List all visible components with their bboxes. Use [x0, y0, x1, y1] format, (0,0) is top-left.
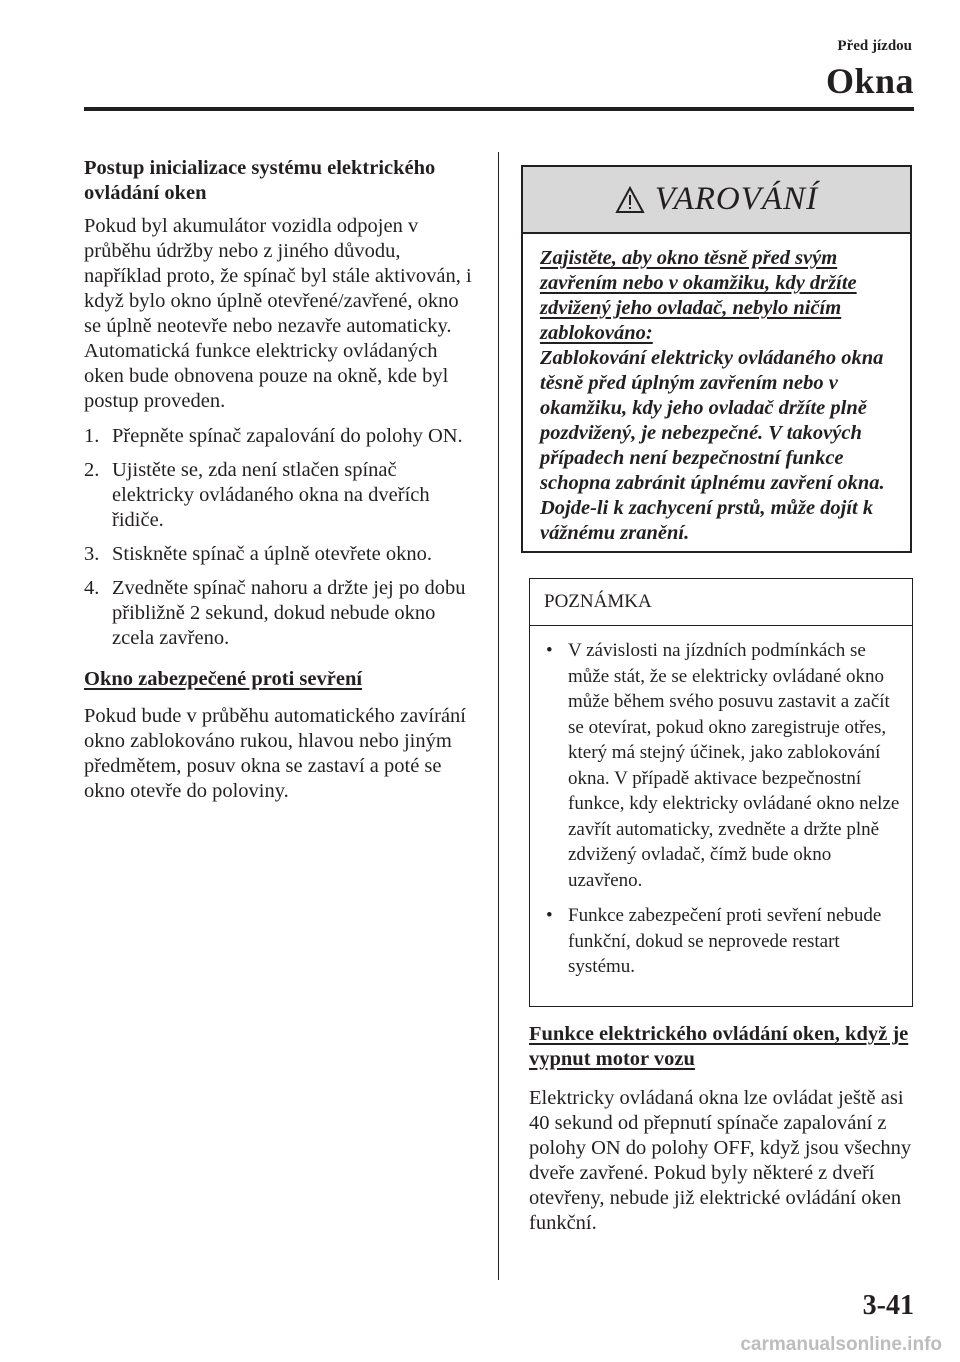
left-column	[84, 156, 480, 804]
note-title: POZNÁMKA	[530, 579, 912, 626]
page-title: Okna	[825, 61, 914, 101]
right-column-bottom	[529, 1022, 919, 1236]
list-item: 4. Zvedněte spínač nahoru a držte jej po dobu přibližně 2 sekund, dokud nebude okno zcela zavřeno.	[84, 577, 466, 649]
warning-triangle-icon	[615, 186, 645, 214]
list-item: 1. Přepněte spínač zapalování do polohy ON.	[84, 425, 463, 447]
warning-text: Zablokování elektricky ovládaného okna těsně před úplným zavřením nebo v okamžiku, kdy jeho ovladač držíte plně pozdvižený, je nebezpečné. V takových případech není bezpečnostní funkce schopna zabránit úplnému zavření okna. Dojde-li k zachycení prstů, může dojít k vážnému zranění.	[540, 347, 885, 544]
page-number: 3-41	[862, 1290, 914, 1321]
init-heading: Postup inicializace systému elektrického ovládání oken	[84, 157, 436, 204]
note-body	[530, 626, 912, 980]
engine-off-text: Elektricky ovládaná okna lze ovládat ještě asi 40 sekund od přepnutí spínače zapalování z polohy ON do polohy OFF, když jsou všechny dveře zavřené. Pokud byly některé z dveří otevřeny, nebude již elektrické ovládání oken funkční.	[529, 1087, 912, 1234]
init-intro-2: Automatická funkce elektricky ovládaných oken bude obnovena pouze na okně, kde byl postup proveden.	[84, 340, 449, 412]
anti-pinch-heading: Okno zabezpečené proti sevření	[84, 668, 363, 690]
bullet-icon: •	[546, 905, 553, 926]
header-rule	[84, 107, 914, 111]
section-label: Před jízdou	[837, 38, 912, 54]
list-item: 3. Stiskněte spínač a úplně otevřete okno.	[84, 543, 432, 565]
warning-body	[523, 234, 910, 546]
list-item: • V závislosti na jízdních podmínkách se může stát, že se elektricky ovládané okno může během svého posuvu zastavit a začít se otevírat, pokud okno zaregistruje otřes, který má stejný účinek, jako zablokování okna. V případě aktivace bezpečnostní funkce, kdy elektricky ovládané okno nelze zavřít automaticky, zvedněte a držte plně zdvižený ovladač, čímž bude okno uzavřeno.	[542, 638, 900, 893]
list-item: 2. Ujistěte se, zda není stlačen spínač elektricky ovládaného okna na dveřích řidiče.	[84, 459, 430, 531]
column-divider	[498, 152, 499, 1280]
warning-title: VAROVÁNÍ	[654, 181, 819, 217]
warning-header	[523, 167, 910, 234]
bullet-icon: •	[546, 640, 553, 661]
init-intro: Pokud byl akumulátor vozidla odpojen v průběhu údržby nebo z jiného důvodu, například proto, že spínač byl stále aktivován, i když bylo okno úplně otevřené/zavřené, okno se úplně neotevře nebo nezavře automaticky.	[84, 215, 472, 337]
list-item: • Funkce zabezpečení proti sevření nebude funkční, dokud se neprovede restart systému.	[542, 903, 900, 980]
warning-box	[521, 165, 912, 553]
anti-pinch-text: Pokud bude v průběhu automatického zavírání okno zablokováno rukou, hlavou nebo jiným předmětem, posuv okna se zastaví a poté se okno otevře do poloviny.	[84, 705, 466, 802]
warning-underlined-text: Zajistěte, aby okno těsně před svým zavřením nebo v okamžiku, kdy držíte zdvižený jeho ovladač, nebylo ničím zablokováno:	[540, 247, 857, 344]
note-box	[529, 578, 913, 1007]
footer-watermark: carmanualsonline.info	[740, 1334, 942, 1355]
engine-off-heading: Funkce elektrického ovládání oken, když je vypnut motor vozu	[529, 1023, 909, 1070]
steps-list	[84, 424, 480, 651]
